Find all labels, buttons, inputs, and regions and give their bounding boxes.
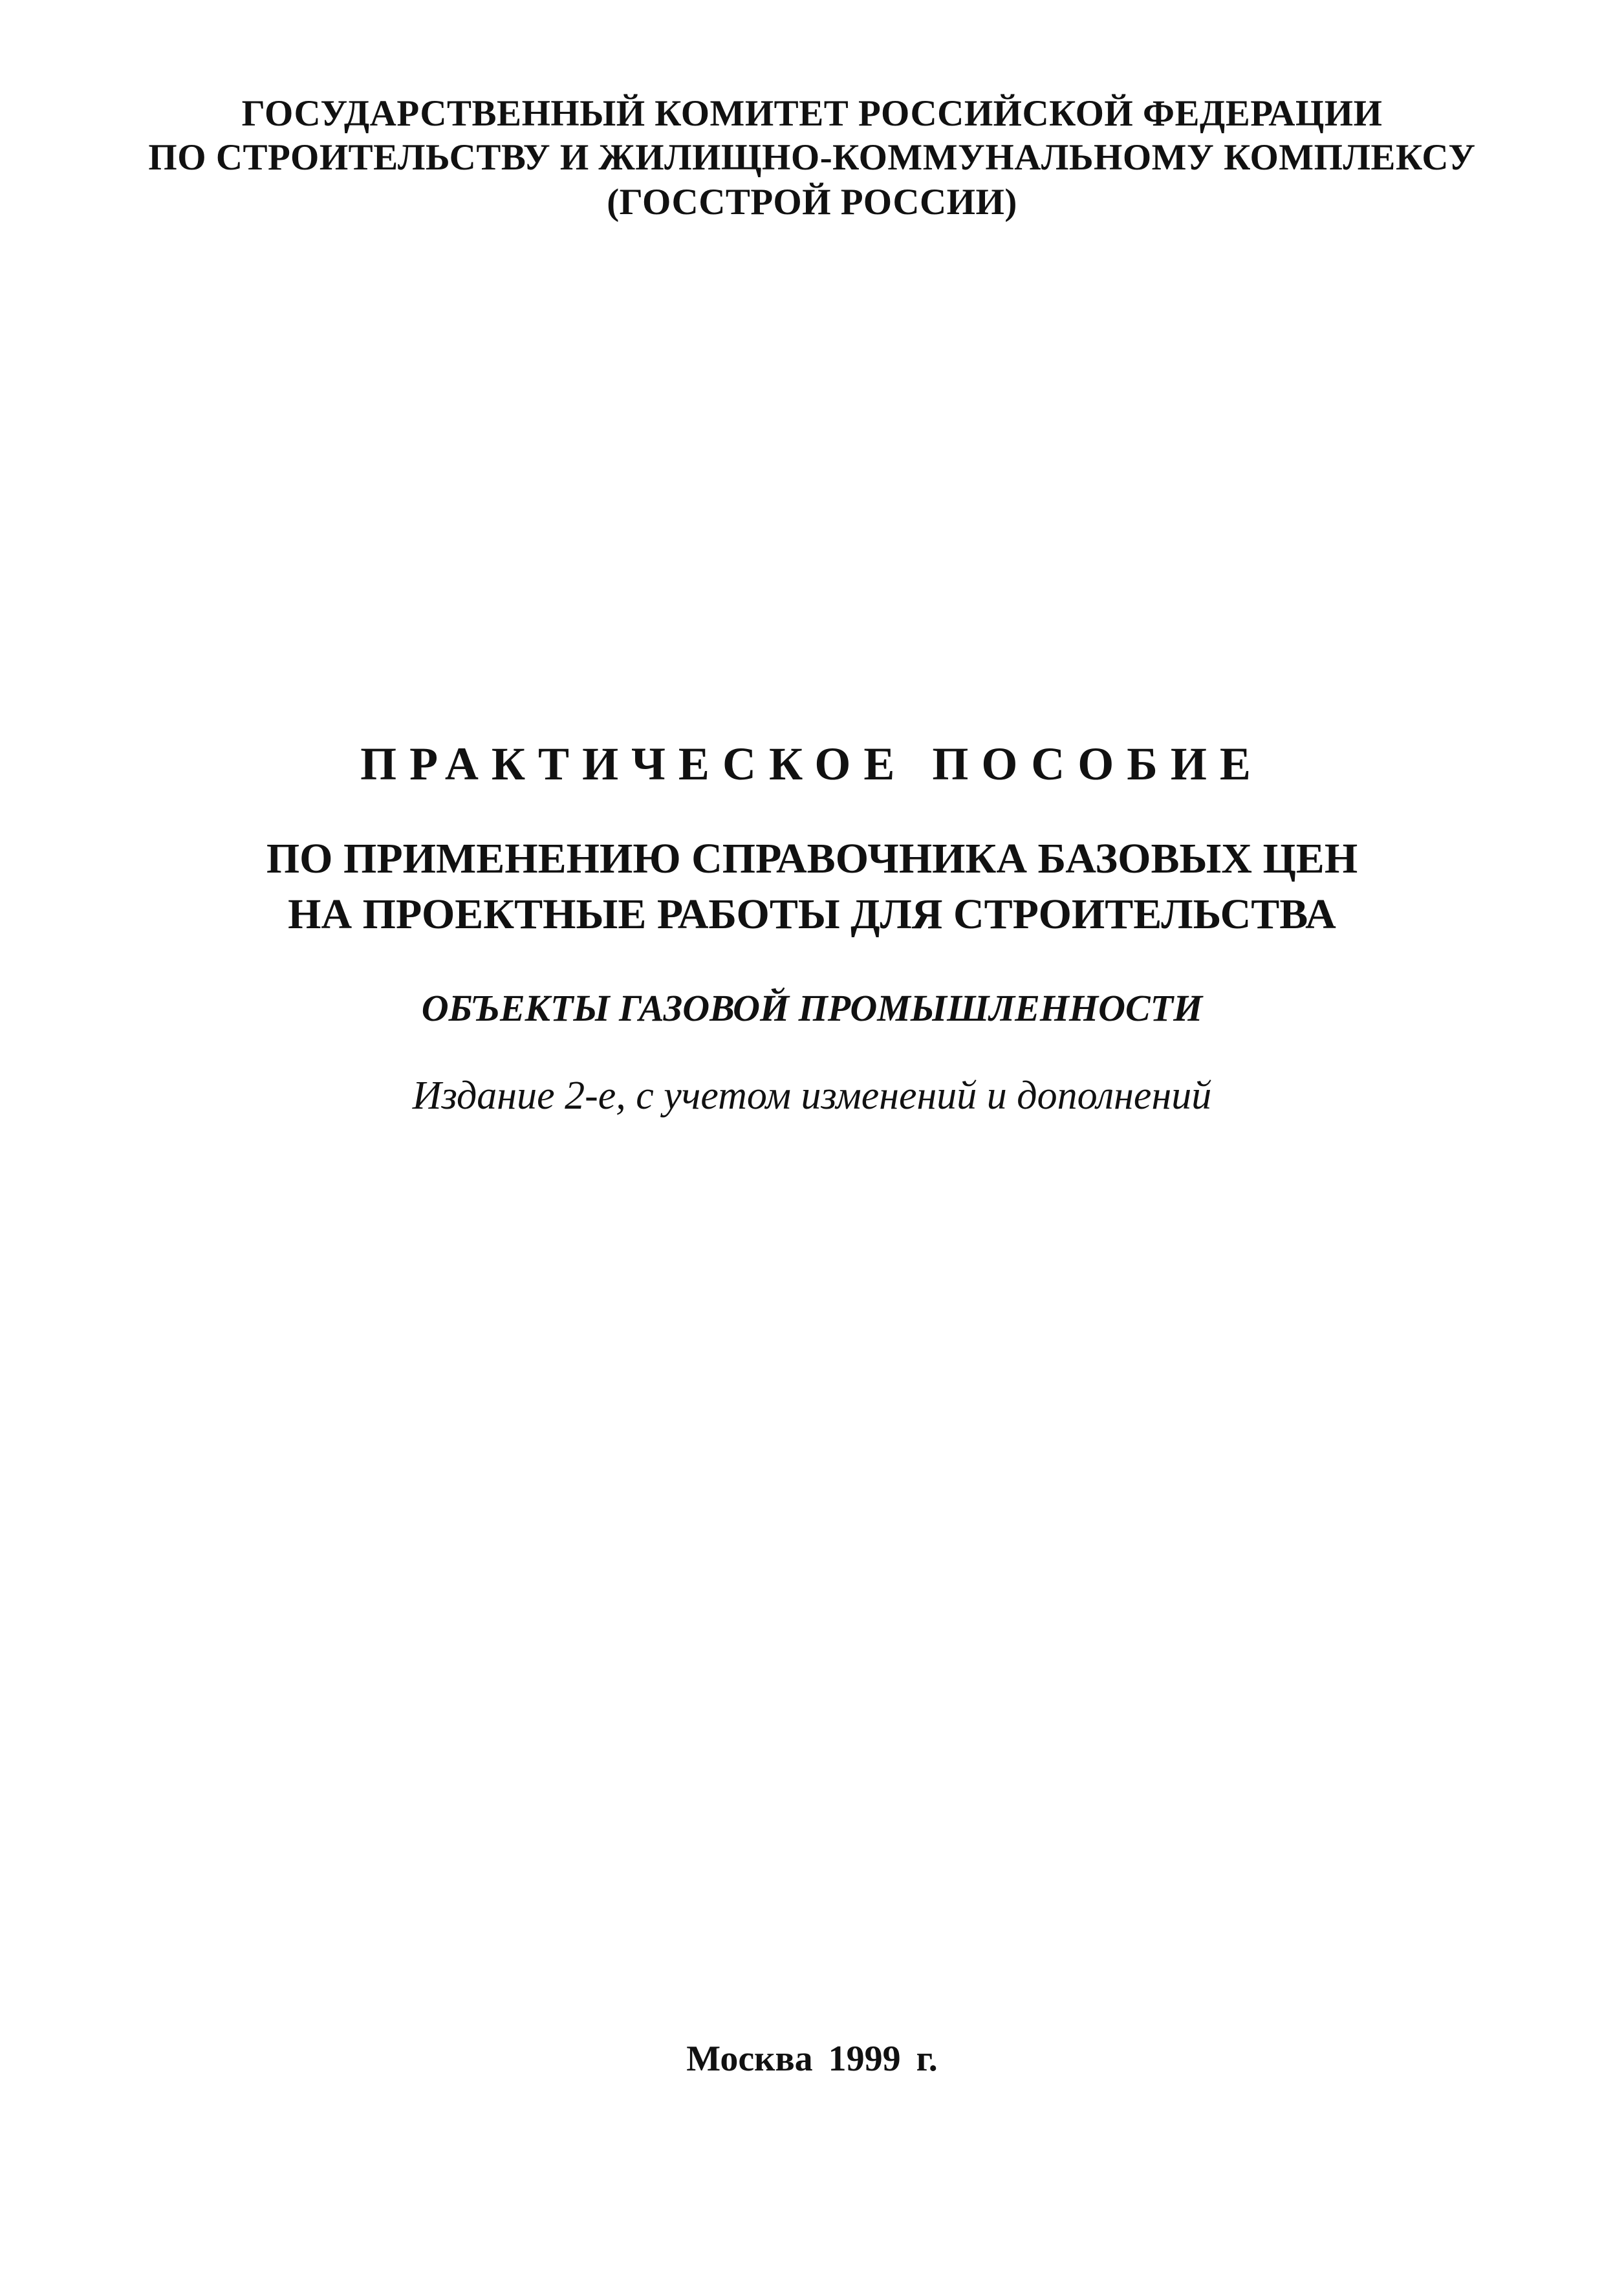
document-title: ПРАКТИЧЕСКОЕ ПОСОБИЕ	[360, 738, 1264, 790]
issuer-name-line-1: ГОСУДАРСТВЕННЫЙ КОМИТЕТ РОССИЙСКОЙ ФЕДЕРАЦИИ	[241, 93, 1383, 134]
edition-note: Издание 2-е, с учетом изменений и дополнений	[412, 1074, 1212, 1118]
document-subtitle-line-2: НА ПРОЕКТНЫЕ РАБОТЫ ДЛЯ СТРОИТЕЛЬСТВА	[288, 891, 1336, 938]
document-subtitle-line-1: ПО ПРИМЕНЕНИЮ СПРАВОЧНИКА БАЗОВЫХ ЦЕН	[266, 835, 1358, 882]
section-name: ОБЪЕКТЫ ГАЗОВОЙ ПРОМЫШЛЕННОСТИ	[421, 987, 1203, 1029]
issuer-abbreviation: (ГОССТРОЙ РОССИИ)	[607, 182, 1017, 223]
place-and-year: Москва 1999 г.	[686, 2039, 938, 2079]
issuer-name-line-2: ПО СТРОИТЕЛЬСТВУ И ЖИЛИЩНО-КОММУНАЛЬНОМУ КОМПЛЕКСУ	[148, 137, 1476, 178]
